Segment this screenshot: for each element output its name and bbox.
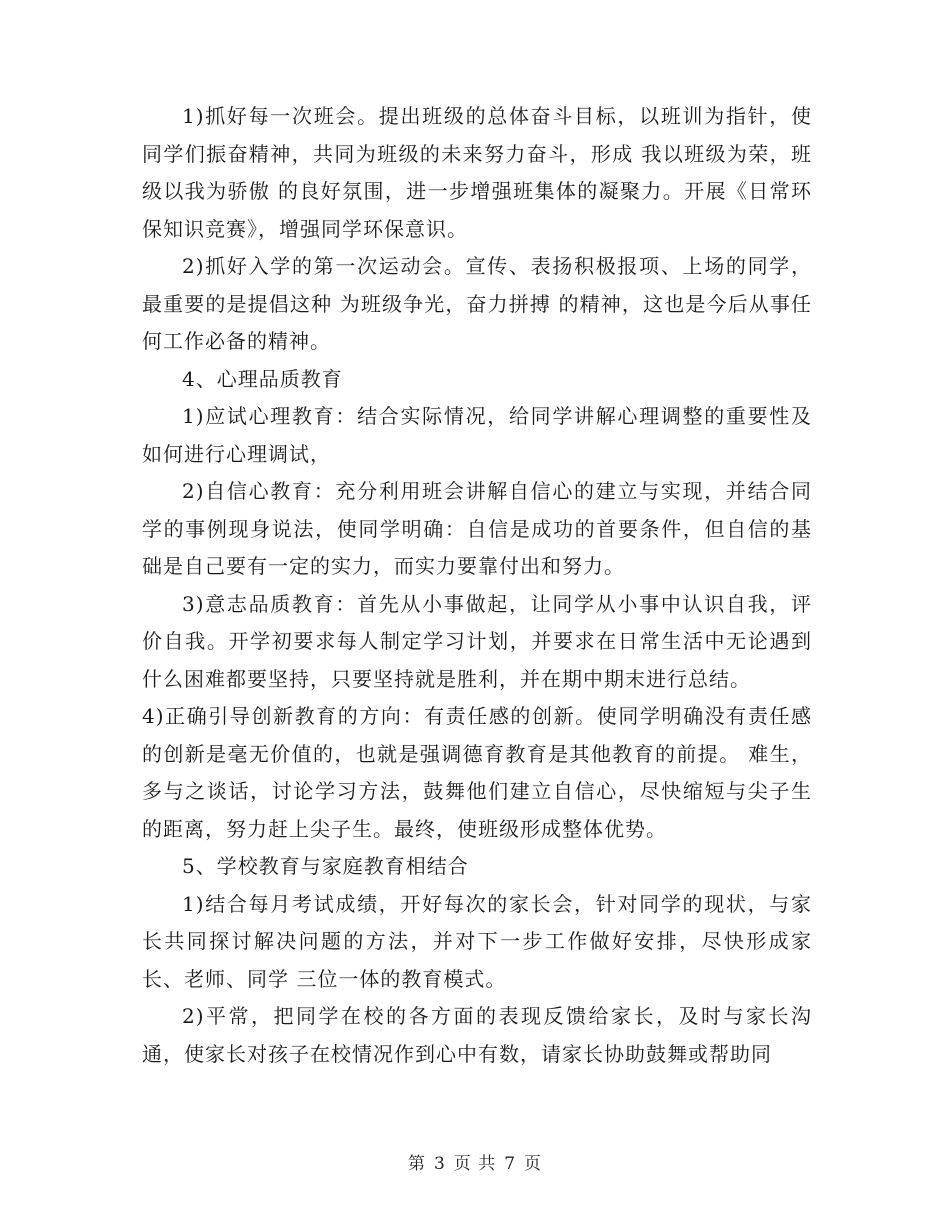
footer-page-total: 7 <box>504 1154 517 1174</box>
paragraph-sports-meet: 2)抓好入学的第一次运动会。宣传、表扬积极报项、上场的同学，最重要的是提倡这种 为班级争光，奋力拼搏 的精神，这也是今后从事任何工作必备的精神。 <box>142 254 812 353</box>
footer-suffix: 页 <box>524 1154 543 1174</box>
section-heading-school-family: 5、学校教育与家庭教育相结合 <box>182 854 469 878</box>
footer-prefix: 第 <box>407 1154 426 1174</box>
paragraph-parent-meeting: 1)结合每月考试成绩，开好每次的家长会，针对同学的现状，与家长共同探讨解决问题的方法，并对下一步工作做好安排，尽快形成家长、老师、同学 三位一体的教育模式。 <box>142 891 812 991</box>
document-body <box>142 98 812 1073</box>
paragraph-exam-psychology: 1)应试心理教育：结合实际情况，给同学讲解心理调整的重要性及如何进行心理调试， <box>142 404 812 466</box>
footer-middle: 页 共 <box>453 1154 497 1174</box>
page-footer <box>0 1153 950 1175</box>
paragraph-willpower: 3)意志品质教育：首先从小事做起，让同学从小事中认识自我，评价自我。开学初要求每人制定学习计划，并要求在日常生活中无论遇到什么困难都要坚持，只要坚持就是胜利，并在期中期末进行总结。 <box>142 591 812 691</box>
footer-page-current: 3 <box>433 1154 446 1174</box>
paragraph-confidence: 2)自信心教育：充分利用班会讲解自信心的建立与实现，并结合同学的事例现身说法，使同学明确：自信是成功的首要条件，但自信的基础是自己要有一定的实力，而实力要靠付出和努力。 <box>142 479 812 578</box>
section-heading-psychology: 4、心理品质教育 <box>182 366 343 391</box>
paragraph-innovation: 4)正确引导创新教育的方向：有责任感的创新。使同学明确没有责任感的创新是毫无价值的，也就是强调德育教育是其他教育的前提。 难生，多与之谈话，讨论学习方法，鼓舞他们建立自信心，尽快缩短与尖子生的距离，努力赶上尖子生。最终，使班级形成整体优势。 <box>142 704 812 841</box>
paragraph-class-meeting: 1)抓好每一次班会。提出班级的总体奋斗目标，以班训为指针，使同学们振奋精神，共同为班级的未来努力奋斗，形成 我以班级为荣，班级以我为骄傲 的良好氛围，进一步增强班集体的凝聚力。开展《日常环保知识竞赛》，增强同学环保意识。 <box>142 104 812 241</box>
paragraph-feedback: 2)平常，把同学在校的各方面的表现反馈给家长，及时与家长沟通，使家长对孩子在校情况作到心中有数，请家长协助鼓舞或帮助同 <box>142 1004 812 1066</box>
